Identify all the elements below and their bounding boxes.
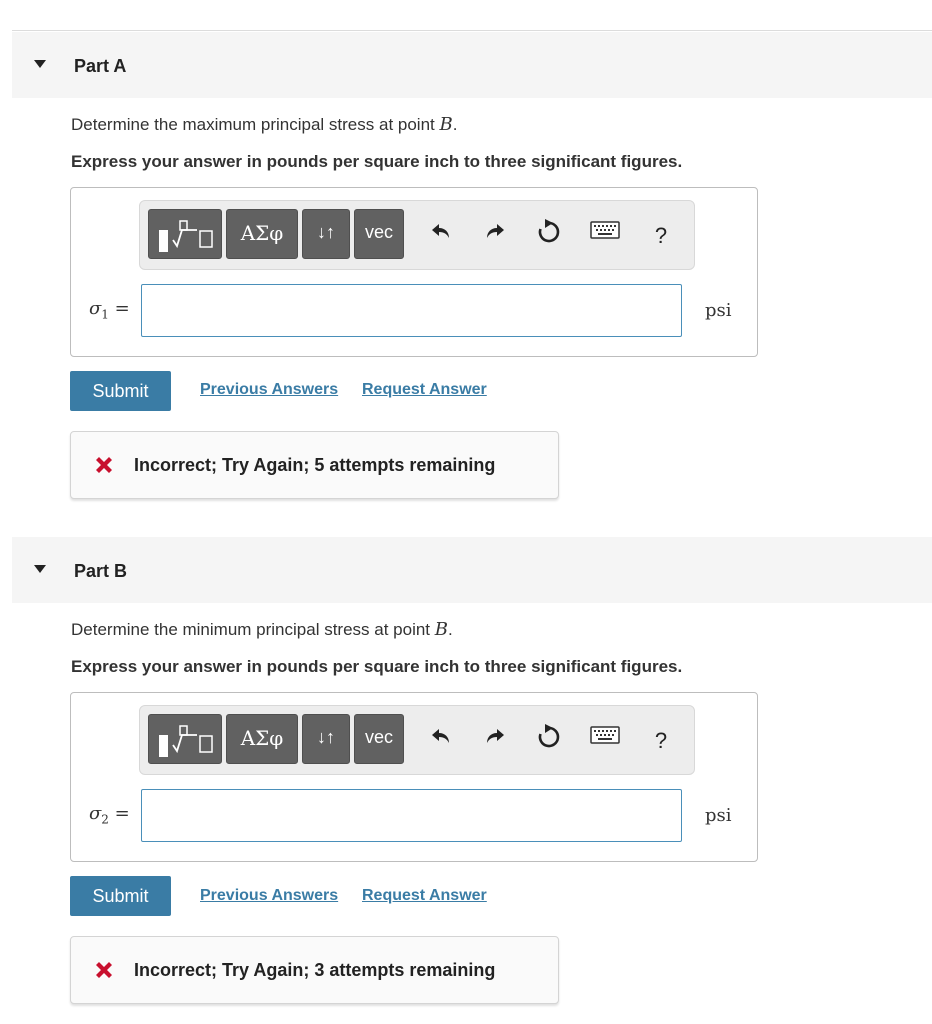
part-a-answer-box xyxy=(70,187,758,357)
redo-icon[interactable] xyxy=(478,219,512,253)
unit-label: psi xyxy=(705,805,732,826)
part-a-question: Determine the maximum principal stress at point B. xyxy=(71,114,458,135)
caret-down-icon[interactable] xyxy=(34,565,46,573)
undo-icon[interactable] xyxy=(424,724,458,758)
redo-icon[interactable] xyxy=(478,724,512,758)
previous-answers-link[interactable]: Previous Answers xyxy=(200,887,339,904)
feedback-box xyxy=(70,431,559,499)
reset-icon[interactable] xyxy=(532,219,566,253)
part-b-answer-box xyxy=(70,692,758,862)
help-button[interactable]: ? xyxy=(654,223,668,248)
incorrect-x-icon xyxy=(93,959,115,981)
part-b-title: Part B xyxy=(74,561,128,581)
part-a-instruction: Express your answer in pounds per square inch to three significant figures. xyxy=(71,152,683,171)
top-divider xyxy=(12,30,932,31)
part-b-header[interactable] xyxy=(12,537,932,603)
vec-button[interactable]: vec xyxy=(354,209,404,259)
point-label: B xyxy=(434,619,448,640)
incorrect-x-icon xyxy=(93,454,115,476)
variable-label: $\sigma_2$ = xyxy=(89,803,130,827)
caret-down-icon[interactable] xyxy=(34,60,46,68)
root-fraction-icon xyxy=(171,220,217,252)
math-toolbar xyxy=(139,705,695,775)
part-a-title: Part A xyxy=(74,56,127,76)
arrows-button[interactable]: ↓↑ xyxy=(302,714,350,764)
help-button[interactable]: ? xyxy=(654,728,668,753)
greek-button[interactable]: ΑΣφ xyxy=(226,209,298,259)
answer-input[interactable] xyxy=(141,284,682,337)
feedback-text: Incorrect; Try Again; 3 attempts remaining xyxy=(134,960,496,980)
templates-button[interactable] xyxy=(148,714,222,764)
vec-button[interactable]: vec xyxy=(354,714,404,764)
root-fraction-icon xyxy=(171,725,217,757)
unit-label: psi xyxy=(705,300,732,321)
variable-label: $\sigma_1$ = xyxy=(89,298,130,322)
answer-input[interactable] xyxy=(141,789,682,842)
request-answer-link[interactable]: Request Answer xyxy=(362,887,487,904)
part-b-question: Determine the minimum principal stress at point B. xyxy=(71,619,453,640)
keyboard-icon[interactable] xyxy=(588,724,622,758)
greek-button[interactable]: ΑΣφ xyxy=(226,714,298,764)
part-b-instruction: Express your answer in pounds per square inch to three significant figures. xyxy=(71,657,683,676)
undo-icon[interactable] xyxy=(424,219,458,253)
arrows-button[interactable]: ↓↑ xyxy=(302,209,350,259)
templates-icon xyxy=(159,230,168,252)
reset-icon[interactable] xyxy=(532,724,566,758)
request-answer-link[interactable]: Request Answer xyxy=(362,381,487,398)
templates-icon xyxy=(159,735,168,757)
feedback-text: Incorrect; Try Again; 5 attempts remaining xyxy=(134,455,496,475)
feedback-box xyxy=(70,936,559,1004)
keyboard-icon[interactable] xyxy=(588,219,622,253)
previous-answers-link[interactable]: Previous Answers xyxy=(200,381,339,398)
point-label: B xyxy=(439,114,453,135)
templates-button[interactable] xyxy=(148,209,222,259)
submit-button[interactable]: Submit xyxy=(70,371,171,411)
part-a-header[interactable] xyxy=(12,32,932,98)
submit-button[interactable]: Submit xyxy=(70,876,171,916)
math-toolbar xyxy=(139,200,695,270)
